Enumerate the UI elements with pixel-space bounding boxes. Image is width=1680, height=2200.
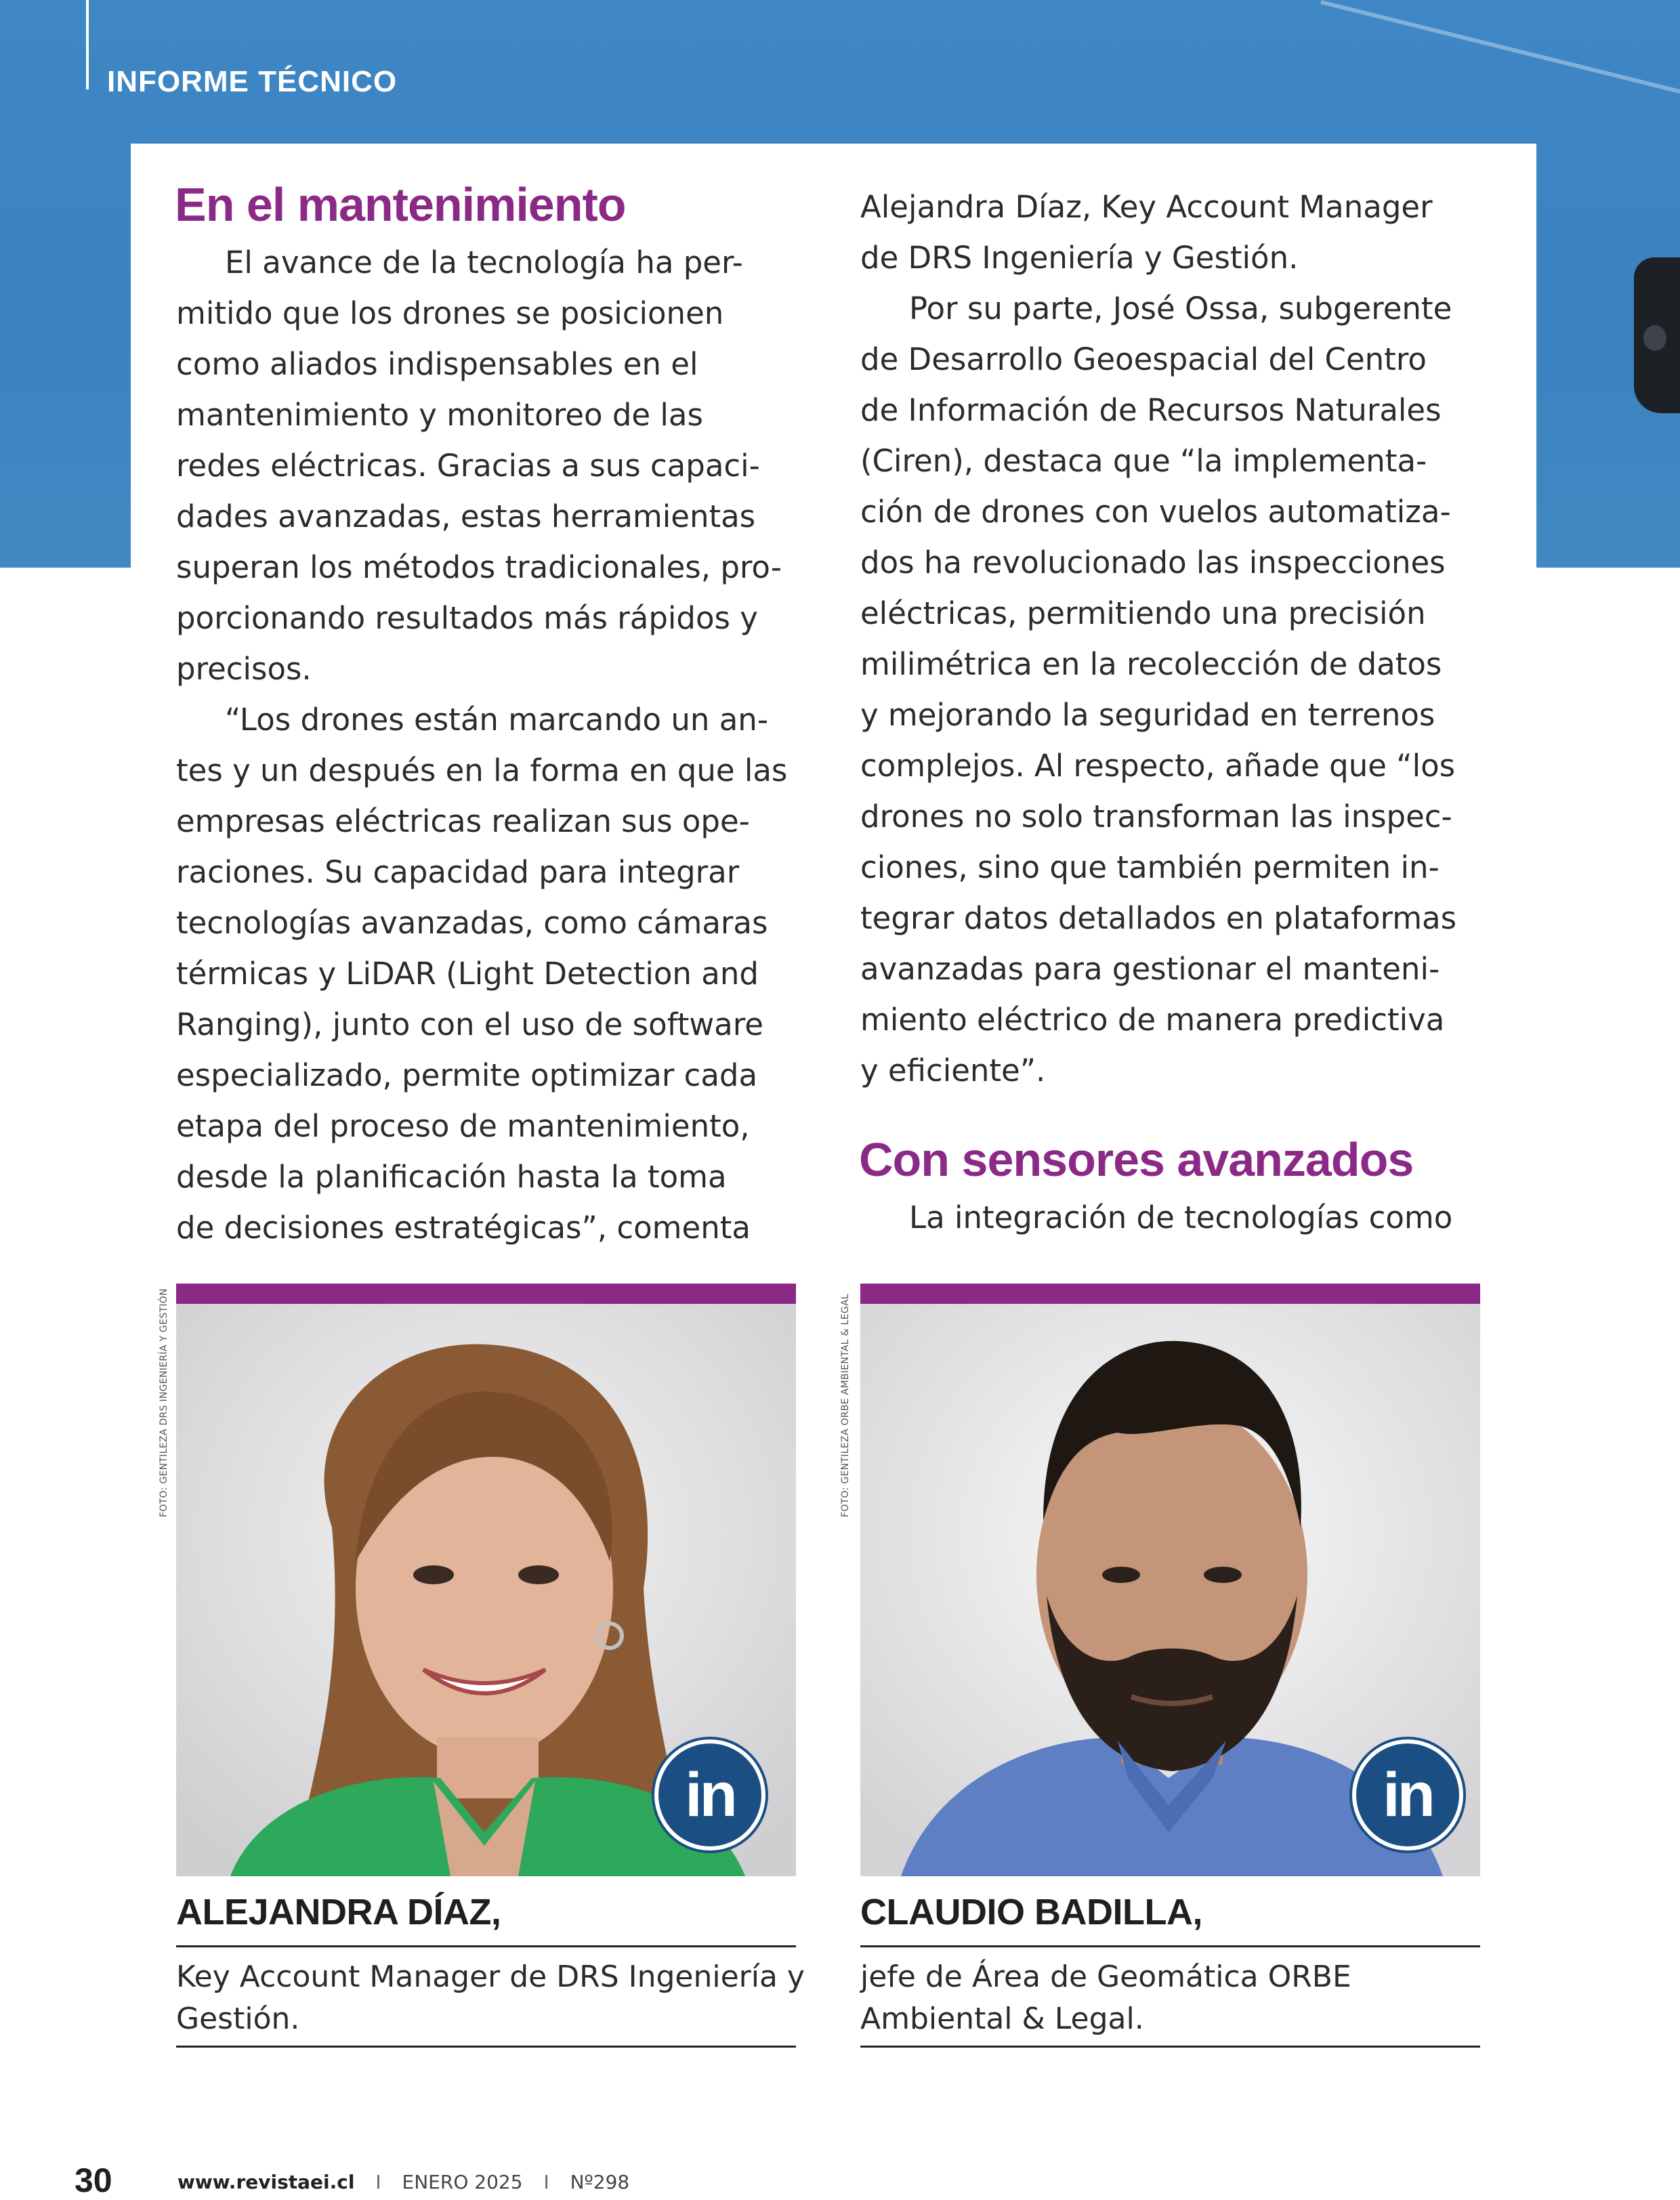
article-right-column <box>860 182 1511 1096</box>
role-line: jefe de Área de Geomática ORBE <box>860 1960 1351 1994</box>
page-number: 30 <box>75 2161 112 2199</box>
text-line: dades avanzadas, estas herramientas <box>176 499 756 534</box>
text-line: mantenimiento y monitoreo de las <box>176 397 703 433</box>
text-line: avanzadas para gestionar el manteni- <box>860 951 1440 987</box>
photo-credit: FOTO: GENTILEZA ORBE AMBIENTAL & LEGAL <box>840 1294 851 1517</box>
text-line: y mejorando la seguridad en terrenos <box>860 697 1435 733</box>
role-line: Key Account Manager de DRS Ingeniería y <box>176 1960 805 1994</box>
text-line: complejos. Al respecto, añade que “los <box>860 748 1456 784</box>
role-line: Gestión. <box>176 2002 300 2036</box>
website-link[interactable]: www.revistaei.cl <box>177 2171 355 2193</box>
text-line: empresas eléctricas realizan sus ope- <box>176 803 750 839</box>
text-line: “Los drones están marcando un an- <box>225 702 769 738</box>
photo-accent-bar <box>860 1284 1480 1304</box>
text-line: tecnologías avanzadas, como cámaras <box>176 905 768 941</box>
linkedin-icon[interactable]: in <box>654 1739 765 1850</box>
text-line: desde la planificación hasta la toma <box>176 1159 727 1195</box>
heading-sensors: Con sensores avanzados <box>859 1133 1414 1186</box>
footer-separator: I <box>375 2171 381 2193</box>
text-line: porcionando resultados más rápidos y <box>176 600 758 636</box>
profile-name: ALEJANDRA DÍAZ, <box>176 1892 501 1932</box>
profile-name: CLAUDIO BADILLA, <box>860 1892 1202 1932</box>
text-line: ciones, sino que también permiten in- <box>860 849 1440 885</box>
text-line: dos ha revolucionado las inspecciones <box>860 545 1446 580</box>
text-line: Por su parte, José Ossa, subgerente <box>909 291 1452 326</box>
name-divider <box>860 1945 1480 1947</box>
text-line: La integración de tecnologías como <box>909 1200 1453 1235</box>
text-line: tegrar datos detallados en plataformas <box>860 900 1457 936</box>
text-line: Alejandra Díaz, Key Account Manager <box>860 189 1433 225</box>
issue-number: Nº298 <box>570 2171 630 2193</box>
text-line: raciones. Su capacidad para integrar <box>176 854 740 890</box>
text-line: tes y un después en la forma en que las <box>176 753 788 788</box>
text-line: Ranging), junto con el uso de software <box>176 1007 763 1042</box>
text-line: precisos. <box>176 651 312 687</box>
text-line: de decisiones estratégicas”, comenta <box>176 1210 751 1246</box>
text-line: especializado, permite optimizar cada <box>176 1057 758 1093</box>
text-line: de Información de Recursos Naturales <box>860 392 1442 428</box>
footer-info <box>177 2171 629 2193</box>
text-line: de Desarrollo Geoespacial del Centro <box>860 341 1427 377</box>
issue-date: ENERO 2025 <box>402 2171 523 2193</box>
article-right-continuation <box>860 1192 1511 1243</box>
profile-bottom-rule <box>176 2046 796 2048</box>
section-marker-line <box>86 0 89 89</box>
text-line: ción de drones con vuelos automatiza- <box>860 494 1451 530</box>
text-line: El avance de la tecnología ha per- <box>225 245 743 280</box>
text-line: mitido que los drones se posicionen <box>176 295 724 331</box>
text-line: milimétrica en la recolección de datos <box>860 646 1442 682</box>
section-label: INFORME TÉCNICO <box>107 65 398 98</box>
drone-image-fragment <box>1634 257 1680 413</box>
name-divider <box>176 1945 796 1947</box>
text-line: miento eléctrico de manera predictiva <box>860 1002 1445 1038</box>
profile-role <box>176 1956 805 2040</box>
photo-accent-bar <box>176 1284 796 1304</box>
linkedin-icon[interactable]: in <box>1352 1739 1463 1850</box>
text-line: de DRS Ingeniería y Gestión. <box>860 240 1299 276</box>
text-line: y eficiente”. <box>860 1053 1046 1088</box>
text-line: drones no solo transforman las inspec- <box>860 799 1452 834</box>
text-line: como aliados indispensables en el <box>176 346 698 382</box>
text-line: etapa del proceso de mantenimiento, <box>176 1108 750 1144</box>
role-line: Ambiental & Legal. <box>860 2002 1144 2036</box>
text-line: térmicas y LiDAR (Light Detection and <box>176 956 759 992</box>
footer-separator: I <box>543 2171 549 2193</box>
text-line: redes eléctricas. Gracias a sus capaci- <box>176 448 760 484</box>
profile-bottom-rule <box>860 2046 1480 2048</box>
article-left-column <box>176 237 826 1253</box>
heading-maintenance: En el mantenimiento <box>175 178 626 231</box>
text-line: (Ciren), destaca que “la implementa- <box>860 443 1427 479</box>
text-line: eléctricas, permitiendo una precisión <box>860 595 1426 631</box>
profile-role <box>860 1956 1351 2040</box>
photo-credit: FOTO: GENTILEZA DRS INGENIERÍA Y GESTIÓN <box>159 1288 169 1517</box>
text-line: superan los métodos tradicionales, pro- <box>176 549 782 585</box>
